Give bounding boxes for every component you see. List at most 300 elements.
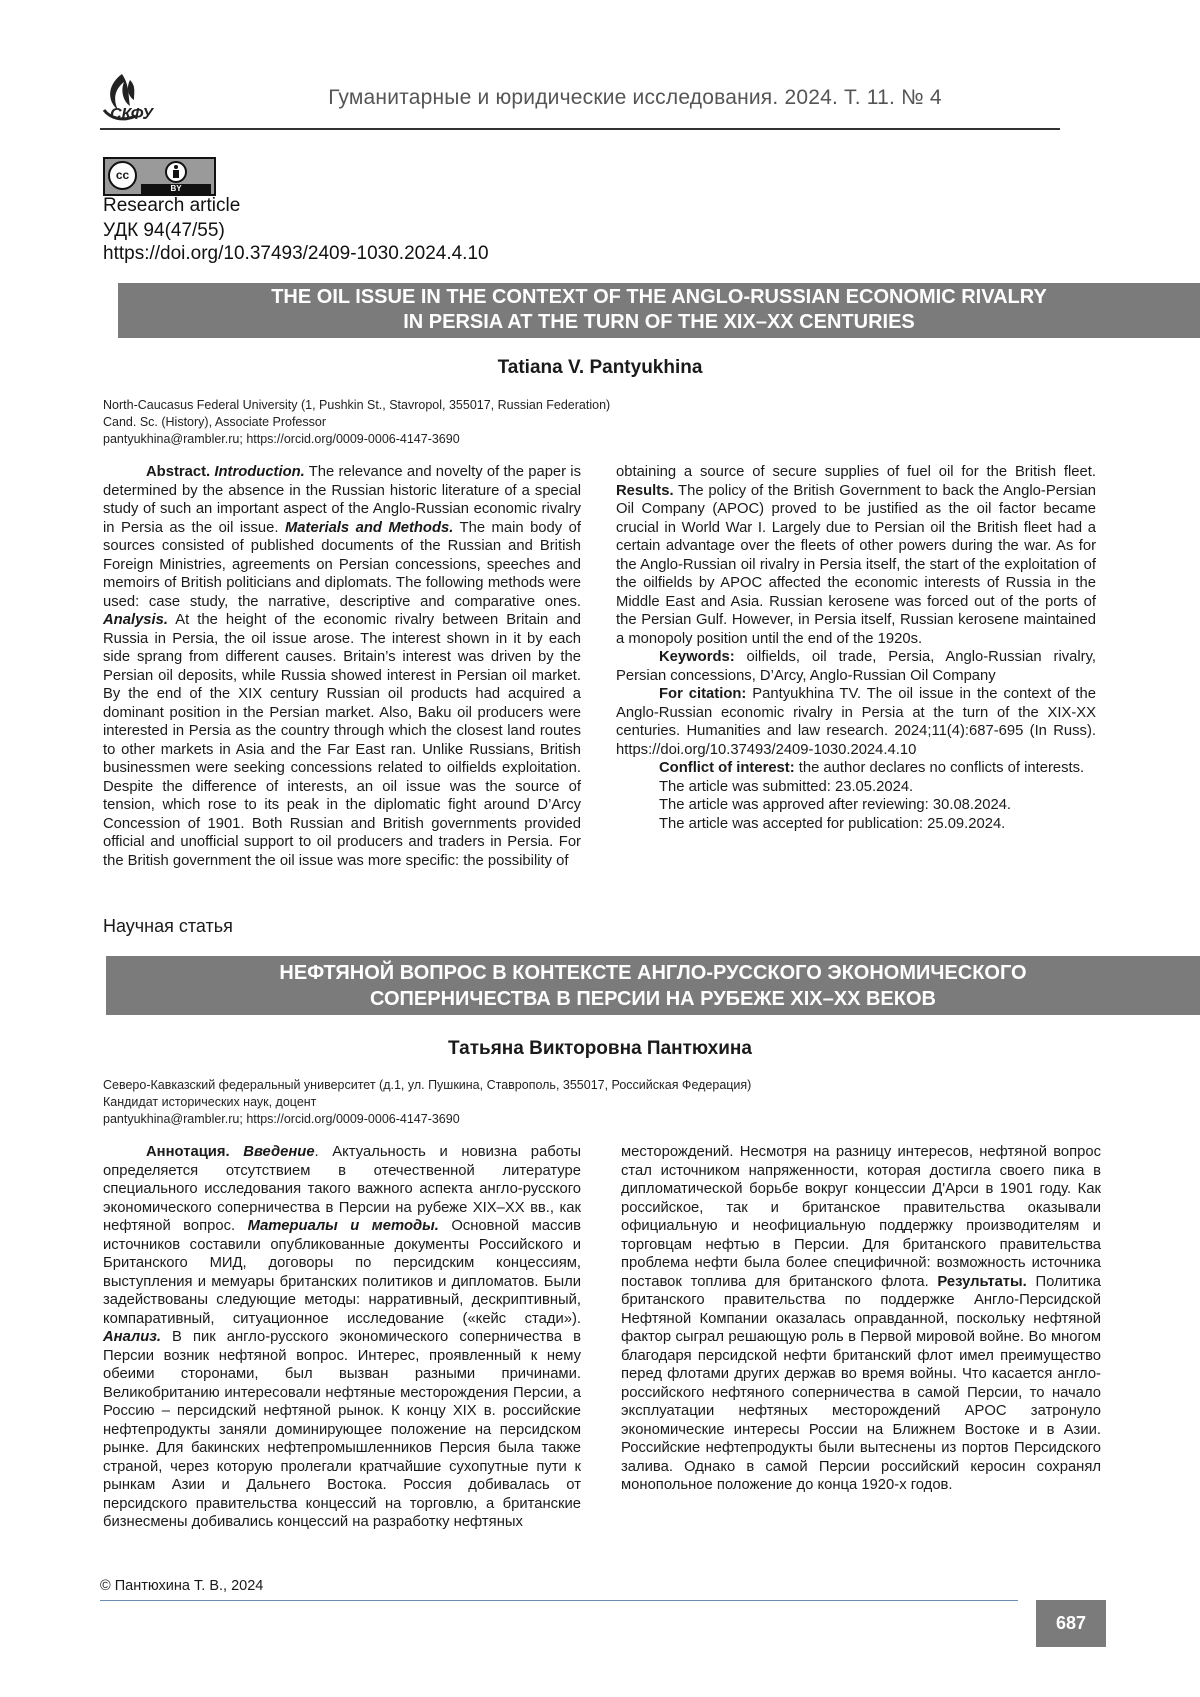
results-text: мировой [912,1329,975,1345]
analysis-text: напряженности, [740,1163,858,1179]
author-name-en: Tatiana V. Pantyukhina [100,357,1100,379]
results-text: oilfields [637,575,693,591]
results-text: решающую [724,1329,807,1345]
results-text: Однако [673,1459,735,1475]
russian-title-band [106,956,1200,1015]
results-text: and [695,594,725,610]
university-logo [100,70,180,128]
page-number: 687 [1036,1600,1106,1647]
analysis-text: официальную [621,1218,718,1234]
analysis-text: of [879,464,899,480]
results-text: Компании [691,1311,767,1327]
header-rule [100,128,1060,130]
results-text: Asia. [725,594,763,610]
results-text: в [895,1385,910,1401]
cc-by-license-badge[interactable] [103,157,216,196]
results-text: и [1020,1422,1038,1438]
analysis-text: и [748,1200,779,1216]
analysis-text: разницу [830,1144,892,1160]
results-text: maintained [1019,612,1096,628]
results-text: back [938,483,974,499]
analysis-text: была [738,1255,780,1271]
affiliation-en [103,397,610,448]
results-text: the [821,575,848,591]
results-text: the [974,483,999,499]
results-text: во [836,1366,857,1382]
analysis-text: неофициальную [739,1218,865,1234]
results-text: oil [925,520,945,536]
results-text: правительства [705,1292,826,1308]
results-text: became [1036,501,1096,517]
results-text: Персии, [960,1385,1023,1401]
analysis-text: которая [858,1163,921,1179]
results-text: в [844,1329,856,1345]
results-text: многом [1047,1329,1101,1345]
results-text: rivalry [756,557,800,573]
results-text: Англо-Персидской [955,1292,1101,1308]
results-text: в [1037,1422,1054,1438]
results-text: сохранял [1026,1459,1101,1475]
analysis-text: At the height of the economic rivalry between Britain and Russia in Persia, the oil issue arose. The interest shown in it by each side sprang from different causes. Britain’s interest was driven by the Persian oil deposits, while Russia showed interest in Persian oil market. By the end of the XIX century Russian oil products had acquired a dominant position in the Persian market. Also, Baku oil producers were interested in Persia as the country through which the closest land routes to other markets in Asia and the Far East ran. Unlike Russians, British businessmen were seeking concessions related to oilfields exploitation. Despite the difference of interests, an oil issue was the source of tension, which rose to its peak in the diplomatic fight around D’Arcy Concession of 1901. Both Russian and British governments provided official and unofficial support to oil producers and traders in Persia. For the British government the oil issue was more specific: the possibility of [103,612,581,869]
analysis-text: стал [621,1163,652,1179]
contact-line[interactable]: pantyukhina@rambler.ru; https://orcid.org/0009-0006-4147-3690 [103,1111,751,1128]
results-text: самой [754,1459,807,1475]
analysis-text: fleet. [1056,464,1096,480]
analysis-text: своего [991,1163,1045,1179]
abstract-label: Abstract. [146,464,210,480]
results-text: position [693,631,748,647]
results-text: the [900,557,925,573]
results-text: экономические [621,1422,725,1438]
results-text: in [794,612,810,628]
analysis-text: в [979,1181,993,1197]
results-text: имел [953,1348,994,1364]
analysis-text: Д'Арси [926,1181,979,1197]
analysis-text: источником [652,1163,740,1179]
abstract-en-right-column: obtaining a source of secure supplies of fuel oil for the British fleet. Results. The policy of the British Government to back the Anglo-Persian Oil Company (APOC) proved to be justified as the oil factor became crucial in World War I. Largely due to Persian oil the British fleet had a certain advantage over the fleets of other powers during the war. As for the Anglo-Russian oil rivalry in Persia itself, the start of the exploitation of the oilfields by APOC affected the economic interests of Russia in the Middle East and Asia. Russian kerosene was forced out of the ports of the Persian Gulf. However, in Persia itself, Russian kerosene maintained a monopoly position until the end of the 1920s. Keywords: oilfields, oil trade, Persia, Anglo-Russian rivalry, Persian concessions, D’Arcy, Anglo-Russian Oil Company For citation: Pantyukhina TV. The oil issue in the context of the Anglo-Russian economic rivalry in Persia at the turn of the XIX-XX centuries. Humanities and law research. 2024;11(4):687-695 (In Russ). https://doi.org/10.37493/2409-1030.2024.4.10 Conflict of interest: the author declares no conflicts of interests. The article was submitted: 23.05.2024. The article was approved after reviewing: 30.08.2024. The article was accepted for publication: 25.09.2024. [616,463,1096,833]
submitted-date: The article was submitted: 23.05.2024. [659,779,913,795]
results-text: нефтяной [1025,1311,1101,1327]
analysis-text: флота. [872,1274,937,1290]
results-text: интересы [725,1422,800,1438]
intro-label: Введение [243,1144,314,1160]
results-text: itself, [861,557,900,573]
logo-text: СКФУ [110,106,153,124]
results-text: proved [764,501,817,517]
results-text: of [1079,557,1096,573]
results-text: end [804,631,833,647]
analysis-text: Персии. [781,1237,850,1253]
results-text: of [746,483,763,499]
results-text: had [1052,520,1082,536]
results-text: Нефтяной [621,1311,691,1327]
analysis-text: British [1007,464,1056,480]
english-title-line1: THE OIL ISSUE IN THE CONTEXT OF THE ANGLO-RUSSIAN ECONOMIC RIVALRY [118,285,1200,310]
cc-icon: cc [108,161,137,190]
results-text: the [616,612,637,628]
author-name-ru: Татьяна Викторовна Пантюхина [100,1038,1100,1060]
results-text: благодаря [621,1348,692,1364]
affiliation-ru [103,1077,751,1128]
citation-text: Pantyukhina TV. The oil issue in the context of the Anglo-Russian economic rivalry in Persia at the turn of the XIX-XX centuries. Humanities and law research. 2024;11(4):687-695 (In Russ). https://doi.org/10.37493/2409-1030.2024.4.10 [616,686,1096,758]
results-text: The [674,483,704,499]
results-text: нефтяных [714,1403,808,1419]
results-text: Persia [815,557,861,573]
results-text: of [836,538,854,554]
results-text: российский [870,1459,959,1475]
results-text: время [857,1366,905,1382]
results-text: держав [779,1366,835,1382]
results-text: certain [616,538,660,554]
results-text: crucial [616,520,659,536]
analysis-text: пика [1044,1163,1084,1179]
results-text: флотами [662,1366,729,1382]
results-text: itself, [856,612,895,628]
results-text: Востоке [955,1422,1019,1438]
results-text: керосин [959,1459,1025,1475]
analysis-text: топлива [682,1274,746,1290]
analysis-text: оказывали [1005,1200,1101,1216]
results-text: Ближнем [883,1422,955,1438]
results-text: fleet [1018,520,1052,536]
intro-label: Introduction. [214,464,304,480]
results-text: advantage [660,538,735,554]
results-text: 1920-х [857,1477,906,1493]
analysis-text: fuel [899,464,931,480]
results-text: Persian [637,612,692,628]
results-text: нефтяного [704,1385,784,1401]
article-type-ru: Научная статья [103,916,233,937]
results-text: World [676,520,720,536]
results-text: the [975,557,1000,573]
analysis-text: вокруг [798,1181,848,1197]
analysis-text: нефтяной [973,1144,1047,1160]
intro-text: The relevance and novelty of the paper is determined by the absence in the Russian historic literature of a special study of such an important aspect of the Anglo-Russian economic rivalry in Persia as the oil issue. [103,464,581,536]
results-text: роль [807,1329,844,1345]
english-title-line2: IN PERSIA AT THE TURN OF THE XIX–XX CENTURIES [118,310,1200,335]
results-text: fleets [795,538,836,554]
methods-label: Materials and Methods. [285,520,453,536]
analysis-text: the [979,464,1007,480]
results-text: of [980,575,999,591]
results-text: powers [893,538,946,554]
results-text: However, [727,612,793,628]
results-text: до [792,1477,813,1493]
results-text: British [971,520,1018,536]
results-text: the [1069,575,1096,591]
results-text: in [799,557,815,573]
results-text: сыграл [671,1329,724,1345]
results-text: interests [918,575,980,591]
results-text: месторождений [808,1403,941,1419]
russian-title-line2: СОПЕРНИЧЕСТВА В ПЕРСИИ НА РУБЕЖЕ XIX–XX ВЕКОВ [106,986,1200,1012]
results-text: войне. [975,1329,1024,1345]
conflict-text: the author declares no conflicts of interests. [795,760,1085,776]
analysis-text: более [780,1255,827,1271]
analysis-text: источника [1026,1255,1101,1271]
analysis-text: Для [849,1237,889,1253]
analysis-text: и [718,1218,740,1234]
results-text: Персии [808,1459,870,1475]
results-text: War [720,520,752,536]
results-text: I. [752,520,766,536]
russian-title-line1: НЕФТЯНОЙ ВОПРОС В КОНТЕКСТЕ АНГЛО-РУССКОГО ЭКОНОМИЧЕСКОГО [106,960,1200,986]
results-text: Что [957,1366,987,1382]
results-text: Gulf. [691,612,727,628]
results-text: Persian [869,520,925,536]
keywords-label: Keywords: [659,649,735,665]
results-text: a [1082,520,1096,536]
results-text: British [789,483,835,499]
results-text: for [1073,538,1096,554]
methods-text: The main body of sources consisted of published documents of the Russian and British Foreign Ministries, agreements on Persian concessions, speeches and memoirs of British politicians and diplomats. The following methods were used: case study, the narrative, descriptive and comparative ones. [103,520,581,610]
results-text: Persia [810,612,857,628]
results-text: of [832,631,848,647]
analysis-text: secure [765,464,817,480]
analysis-text: a [676,464,692,480]
analysis-text: правительства [880,1200,1004,1216]
results-text: России [800,1422,858,1438]
analysis-text: В пик англо-русского экономического соперничества в Персии возник нефтяной вопрос. Интерес, проявленный к нему обеими сторонами, был вызван разными причинами. Великобританию интересовали нефтяные месторождения Персии, а Россию – персидский нефтяной рынок. К концу XIX в. российские нефтепродукты заняли доминирующее положение на персидском рынке. Для бакинских нефтепромышленников Персия была также страной, через которую пролегали кратчайшие сухопутные пути к рынкам Азии и Дальнего Востока. Россия добивалась от персидского правительства концессий на торговлю, а британские бизнесмены добивались концессий на разработку нефтяных [103,1329,581,1530]
results-text: преимущество [994,1348,1101,1364]
results-text: эксплуатации [621,1403,714,1419]
analysis-text: борьбе [743,1181,799,1197]
footer-rule [100,1600,1018,1601]
results-text: Anglo-Russian [637,557,737,573]
udc: УДК 94(47/55) [103,220,225,242]
analysis-text: в [759,1237,780,1253]
results-text: конца [813,1477,857,1493]
results-text: factor [991,501,1035,517]
results-text: Персидского [1009,1440,1101,1456]
results-text: out [968,594,994,610]
results-text: during [946,538,993,554]
results-text: по [825,1292,861,1308]
results-text: justified [860,501,918,517]
analysis-text: проблема [621,1255,689,1271]
article-type-en: Research article [103,195,240,217]
by-label: BY [141,184,211,194]
analysis-text: торговцам [621,1237,692,1253]
results-text: были [813,1440,854,1456]
analysis-text: возможность [931,1255,1026,1271]
results-text: оправданной, [846,1311,948,1327]
results-text: the [993,538,1019,554]
analysis-text: месторождений. [621,1144,734,1160]
results-text: affected [762,575,821,591]
results-text: Российские [621,1440,700,1456]
position-line: Cand. Sc. (History), Associate Professor [103,414,610,431]
results-text: залива. [621,1459,673,1475]
results-text: Anglo-Persian [999,483,1096,499]
results-text: be [837,501,861,517]
results-text: of [995,594,1013,610]
english-title-band [118,283,1200,338]
analysis-text: производителям [953,1218,1080,1234]
results-text: Company [634,501,705,517]
results-text: the [616,575,637,591]
results-text: the [779,631,804,647]
results-text: APOC [715,575,763,591]
results-text: the [945,520,971,536]
results-text: затронуло [1007,1403,1101,1419]
results-text: economic [848,575,918,591]
analysis-text: 1901 [993,1181,1033,1197]
results-text: oil [969,501,991,517]
results-text: the [941,501,969,517]
analysis-text: source [692,464,744,480]
affiliation-line: Северо-Кавказский федеральный университет (д.1, ул. Пушкина, Ставрополь, 355017, Российская Федерация) [103,1077,751,1094]
analysis-text: британского [889,1237,986,1253]
results-text: начало [1045,1385,1101,1401]
results-text: то [1022,1385,1044,1401]
results-text: was [889,594,921,610]
analysis-text: Как [1071,1181,1101,1197]
results-text: вытеснены [854,1440,935,1456]
position-line: Кандидат исторических наук, доцент [103,1094,751,1111]
analysis-text: концессии [848,1181,926,1197]
keywords-text: oilfields, oil trade, Persia, Anglo-Russian rivalry, Persian concessions, D’Arcy, Anglo-Russian Oil Company [616,649,1096,684]
analysis-text: в [1084,1163,1101,1179]
results-text: Government [834,483,920,499]
analysis-text: нефтью [692,1237,759,1253]
methods-label: Материалы и методы. [248,1218,439,1234]
results-text: фактор [621,1329,671,1345]
analysis-text: интересов, [891,1144,973,1160]
abstract-label: Аннотация. [146,1144,230,1160]
analysis-text: британское [779,1200,880,1216]
results-text: англо-российского [621,1366,1101,1401]
contact-line[interactable]: pantyukhina@rambler.ru; https://orcid.org/0009-0006-4147-3690 [103,431,610,448]
results-text: (APOC) [705,501,764,517]
analysis-text: поставок [621,1274,682,1290]
analysis-text: достигла [921,1163,991,1179]
results-text: of [1078,594,1096,610]
results-text: a [616,631,624,647]
results-text: Во [1024,1329,1046,1345]
analysis-text: и [1079,1218,1101,1234]
results-text: in [659,520,676,536]
attribution-person-icon [165,161,187,183]
analysis-text: Несмотря [734,1144,807,1160]
results-text: оказалась [767,1311,845,1327]
results-text: нефтепродукты [700,1440,813,1456]
analysis-text: supplies [817,464,879,480]
abstract-en-left-column [103,463,581,870]
results-text: в [735,1459,754,1475]
analysis-text: на [807,1144,830,1160]
results-text: monopoly [624,631,692,647]
analysis-text: британского [780,1274,872,1290]
results-text: перед [621,1366,662,1382]
results-text: касается [987,1366,1053,1382]
analysis-text: правительства [986,1237,1101,1253]
analysis-text: вопрос [1047,1144,1101,1160]
results-text: на [858,1422,884,1438]
results-text: East [660,594,695,610]
results-text: war. [1019,538,1052,554]
results-text: policy [704,483,747,499]
results-text: over [735,538,769,554]
analysis-text: oil [931,464,954,480]
results-text: oil [736,557,755,573]
results-text: to [817,501,837,517]
analysis-label: Analysis. [103,612,168,628]
results-text: Первой [856,1329,912,1345]
results-text: APOC [940,1403,1006,1419]
analysis-text: дипломатической [621,1181,743,1197]
results-text: Политика [1027,1274,1101,1290]
results-text: персидской [692,1348,778,1364]
abstract-ru-right-column: месторождений. Несмотря на разницу интересов, нефтяной вопрос стал источником напряженности, которая достигла своего пика в дипломатической борьбе вокруг концессии Д'Арси в 1901 году. Как российское, так и британское правительства оказывали официальную и неофициальную поддержку производителям и торговцам нефтью в Персии. Для британского правительства проблема нефти была более специфичной: возможность источника поставок топлива для британского флота. Результаты. Политика британского правительства по поддержке Англо-Персидской Нефтяной Компании оказалась оправданной, поскольку нефтяной фактор сыграл решающую роль в Первой мировой войне. Во многом благодаря персидской нефти британский флот имел преимущество перед флотами других держав во время войны. Что касается англо-российского нефтяного соперничества в самой Персии, то начало эксплуатации нефтяных месторождений APOC затронуло экономические интересы России на Ближнем Востоке и в Азии. Российские нефтепродукты были вытеснены из портов Персидского залива. Однако в самой Персии российский керосин сохранял монопольное положение до конца 1920-х годов. [621,1143,1101,1495]
results-text: британский [827,1348,912,1364]
intro-text: . Актуальность и новизна работы определяется отсутствием в отечественной литературе специального исследования такого важного аспекта англо-русского экономического соперничества в Персии на рубеже XIX–XX вв., как нефтяной вопрос. [103,1144,581,1234]
analysis-text: специфичной: [827,1255,930,1271]
results-text: Russian [763,594,822,610]
results-text: as [918,501,941,517]
analysis-text: нефти [689,1255,738,1271]
results-text: kerosene [823,594,890,610]
results-text: in [1051,575,1069,591]
analysis-text: российское, [621,1200,703,1216]
doi-link[interactable]: https://doi.org/10.37493/2409-1030.2024.4.10 [103,243,489,265]
analysis-text: of [744,464,764,480]
approved-date: The article was approved after reviewing: 30.08.2024. [659,797,1011,813]
citation-label: For citation: [659,686,746,702]
results-text: due [820,520,850,536]
results-text: the [769,538,795,554]
results-text: of [958,557,975,573]
copyright: © Пантюхина Т. В., 2024 [100,1578,263,1594]
results-text: Russian [895,612,953,628]
results-text: to [921,483,938,499]
analysis-text: так [703,1200,747,1216]
results-text: kerosene [953,612,1019,628]
results-text: the [763,483,788,499]
results-text: флот [911,1348,953,1364]
results-text: из [936,1440,957,1456]
methods-text: Основной массив источников составили опубликованные документы Российского и Британского МИД, договоры по персидским концессиям, выступления и мемуары британских политиков и дипломатов. Были задействованы следующие методы: нарративный, дескриптивный, компаративный, ситуационное исследование («кейс стади»). [103,1218,581,1327]
results-text: положение [713,1477,793,1493]
results-text: поскольку [948,1311,1025,1327]
results-text: монопольное [621,1477,713,1493]
analysis-text: году. [1033,1181,1071,1197]
results-text: forced [921,594,968,610]
results-text: As [1051,538,1073,554]
results-text: Азии. [1054,1422,1101,1438]
conflict-label: Conflict of interest: [659,760,795,776]
results-text: to [851,520,869,536]
results-text: нефти [777,1348,827,1364]
results-text: the [616,557,637,573]
abstract-ru-left-column [103,1143,581,1532]
analysis-text: для [746,1274,780,1290]
analysis-text: obtaining [616,464,676,480]
results-text: ports [1039,594,1078,610]
accepted-date: The article was accepted for publication: 25.09.2024. [659,816,1005,832]
results-text: until [748,631,779,647]
results-text: самой [910,1385,960,1401]
results-text: by [692,575,714,591]
analysis-label: Анализ. [103,1329,161,1345]
results-text: войны. [905,1366,957,1382]
results-text: the [1013,594,1039,610]
results-text: годов. [907,1477,953,1493]
results-text: other [854,538,893,554]
results-text: поддержке [861,1292,955,1308]
results-text: start [925,557,958,573]
analysis-text: for [954,464,979,480]
